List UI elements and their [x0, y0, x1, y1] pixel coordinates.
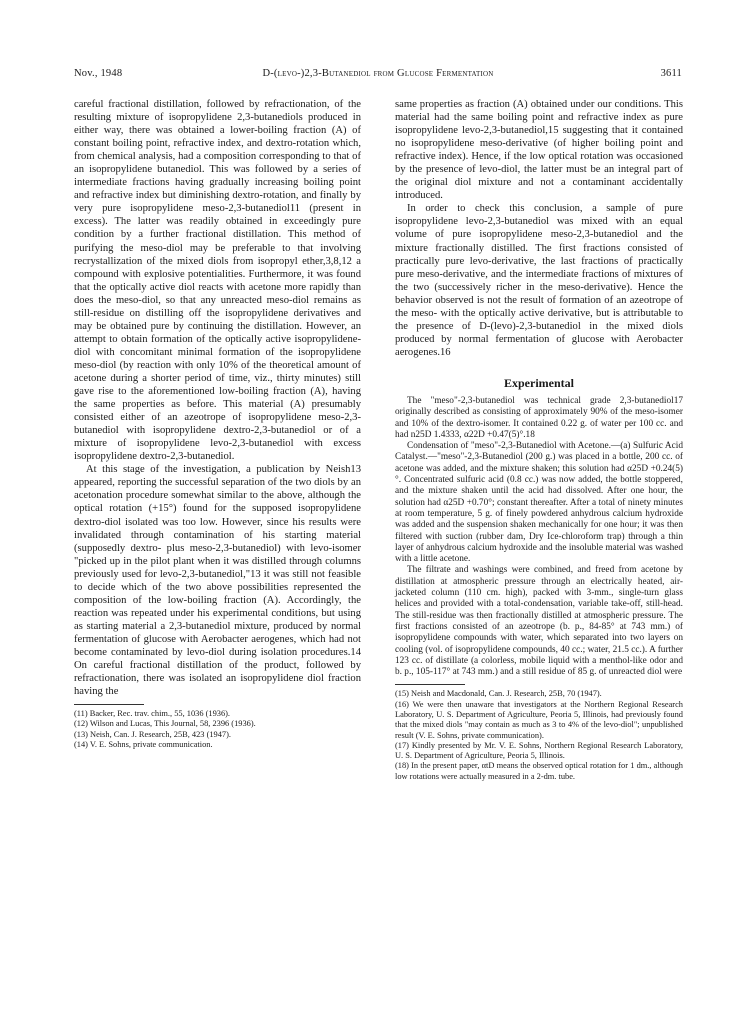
running-header [74, 68, 682, 82]
footnote: (15) Neish and Macdonald, Can. J. Research, 25B, 70 (1947). [395, 689, 602, 699]
footnote: (12) Wilson and Lucas, This Journal, 58, 2396 (1936). [74, 719, 256, 729]
page-number: 3611 [660, 68, 682, 79]
paragraph: The "meso"-2,3-butanediol was technical grade 2,3-butanediol17 originally described as consisting of approximately 90% of the meso-isomer and 10% of the dextro-isomer. It contained 0.22 g. of water per 100 cc. and had n25D 1.4333, α22D +0.47(5)°.18 [395, 395, 683, 440]
footnote: (18) In the present paper, αtD means the observed optical rotation for 1 dm., although low rotations were actually measured in a 2-dm. tube. [395, 761, 683, 781]
footnote: (16) We were then unaware that investigators at the Northern Regional Research Laboratory, U. S. Department of Agriculture, Peoria 5, Illinois, had previously found that the mixed diols "may contain as much as 3 to 4% of the levo-diol"; unpublished result (V. E. Sohns, private communication). [395, 699, 683, 740]
section-heading: Experimental [504, 375, 574, 390]
right-column [395, 98, 683, 782]
paragraph: same properties as fraction (A) obtained under our conditions. This material had the same boiling point and refractive index as pure isopropylidene levo-2,3-butanediol,15 suggesting that it contained no isopropylidene meso-derivative (of higher boiling point and refractive index). Hence, if the low optical rotation was occasioned by the presence of levo-diol, the latter must be an integral part of the original diol mixture and not a contaminant accidentally introduced. [395, 99, 683, 202]
footnote: (11) Backer, Rec. trav. chim., 55, 1036 (1936). [74, 709, 231, 719]
paragraph: careful fractional distillation, followed by refractionation, of the resulting mixture of isopropylidene 2,3-butanediols produced in either way, there was obtained a lower-boiling fraction (A) of constant boiling point, refractive index, and dextro-rotation which, from chemical analysis, had a composition corresponding to that of an isopropylidene butanediol. This was followed by a series of intermediate fractions having gradually increasing boiling point and refractive index but diminishing dextro-rotation, and finally by very pure isopropylidene meso-2,3-butanediol11 (present in excess). The latter was readily obtained in exceedingly pure condition by a further fractional distillation. This method of purifying the meso-diol may be preferable to that involving recrystallization of the mixed diols from isopropyl ether,3,8,12 a compound with explosive potentialities. Furthermore, it was found that the optically active diol reacts with acetone more rapidly than does the meso-diol, so that any unreacted meso-diol remains as still-residue on distilling off the isopropylidene derivatives and may be obtained pure by continuing the distillation. However, an attempt to obtain formation of the optically active isopropylidene-diol with concomitant minimal formation of the isopropylidene meso-diol (by reaction with only 10% of the theoretical amount of acetone during a shorter period of time, viz., thirty minutes) still gave rise to the aforementioned low-boiling fraction (A), having the same properties as before. This material (A) presumably consisted either of an azeotrope of isopropylidene meso-2,3-butanediol with isopropylidene dextro-2,3-butanediol or of a mixture of isopropylidene levo-2,3-butanediol with excess isopropylidene dextro-2,3-butanediol. [74, 99, 361, 463]
left-column [74, 98, 361, 750]
header-date: Nov., 1948 [74, 68, 123, 79]
footnote-rule [395, 684, 465, 685]
paragraph: Condensation of "meso"-2,3-Butanediol with Acetone.—(a) Sulfuric Acid Catalyst.—"meso"-2,3-Butanediol (200 g.) was placed in a bottle, 200 cc. of acetone was added, and the mixture shaken; this solution had α25D +0.24(5)°. Concentrated sulfuric acid (0.8 cc.) was now added, the bottle stoppered, and the mixture shaken until the acid had dissolved. After one hour, the solution had α25D +0.70°; constant thereafter. After a total of ninety minutes at room temperature, 5 g. of finely powdered anhydrous calcium hydroxide was added and the suspension shaken mechanically for one hour; it was then filtered with suction (rubber dam, Dry Ice-chloroform trap) through a thin layer of anhydrous calcium hydroxide and the insoluble material was washed with a little acetone. [395, 441, 683, 565]
header-title: D-(levo-)2,3-Butanediol from Glucose Fermentation [262, 68, 494, 79]
footnote: (14) V. E. Sohns, private communication. [74, 740, 213, 750]
footnote: (13) Neish, Can. J. Research, 25B, 423 (1947). [74, 729, 232, 739]
footnote: (17) Kindly presented by Mr. V. E. Sohns, Northern Regional Research Laboratory, U. S. Department of Agriculture, Peoria 5, Illinois. [395, 740, 683, 761]
footnote-rule [74, 704, 144, 705]
paragraph: The filtrate and washings were combined, and freed from acetone by distillation at atmospheric pressure through an electrically heated, air-jacketed column (110 cm. high), packed with 3-mm., single-turn glass helices and provided with a total-condensation, variable take-off, still-head. The still-residue was then fractionally distilled at atmospheric pressure. The first fractions consisted of an azeotrope (b. p., 84-85° at 743 mm.) of isopropylidene compounds with water, which separated into two layers on cooling (vol. of isopropylidene compounds, 40 cc.; water, 21.5 cc.). A further 123 cc. of distillate (a colorless, mobile liquid with a menthol-like odor and b. p., 105-117° at 743 mm.) and a still residue of 85 g. of unreacted diol were [395, 565, 683, 678]
paragraph: At this stage of the investigation, a publication by Neish13 appeared, reporting the successful separation of the two diols by an acetonation procedure somewhat similar to the above, although the optical rotation (+15°) found for the supposed isopropylidene dextro-diol isolated was too low. However, since his results were invalidated through contamination of his starting material (supposedly dextro- plus meso-2,3-butanediol) with levo-isomer "picked up in the pilot plant when it was distilled through columns previously used for levo-2,3-butanediol,"13 it was still not feasible to decide which of the two above possibilities represented the composition of the low-boiling fraction (A). Accordingly, the reaction was repeated under his experimental conditions, but using as starting material a 2,3-butanediol mixture, produced by normal fermentation of glucose with Aerobacter aerogenes, which had not become contaminated by levo-diol during isolation procedures.14 On careful fractional distillation of the product, followed by refractionation, there was isolated an isopropylidene diol fraction having the [74, 464, 361, 698]
paragraph: In order to check this conclusion, a sample of pure isopropylidene levo-2,3-butanediol was mixed with an equal volume of pure isopropylidene meso-2,3-butanediol and the mixture fractionally distilled. The first fractions consisted of practically pure levo-derivative, the last fractions of practically pure meso-derivative, and the intermediate fractions of mixtures of the two (successively richer in the meso-derivative). Hence the behavior observed is not the result of formation of an azeotrope of the meso- with the optically active derivative, but is attributable to the presence of D-(levo)-2,3-butanediol in the mixed diols produced by normal fermentation of glucose with Aerobacter aerogenes.16 [395, 203, 683, 358]
